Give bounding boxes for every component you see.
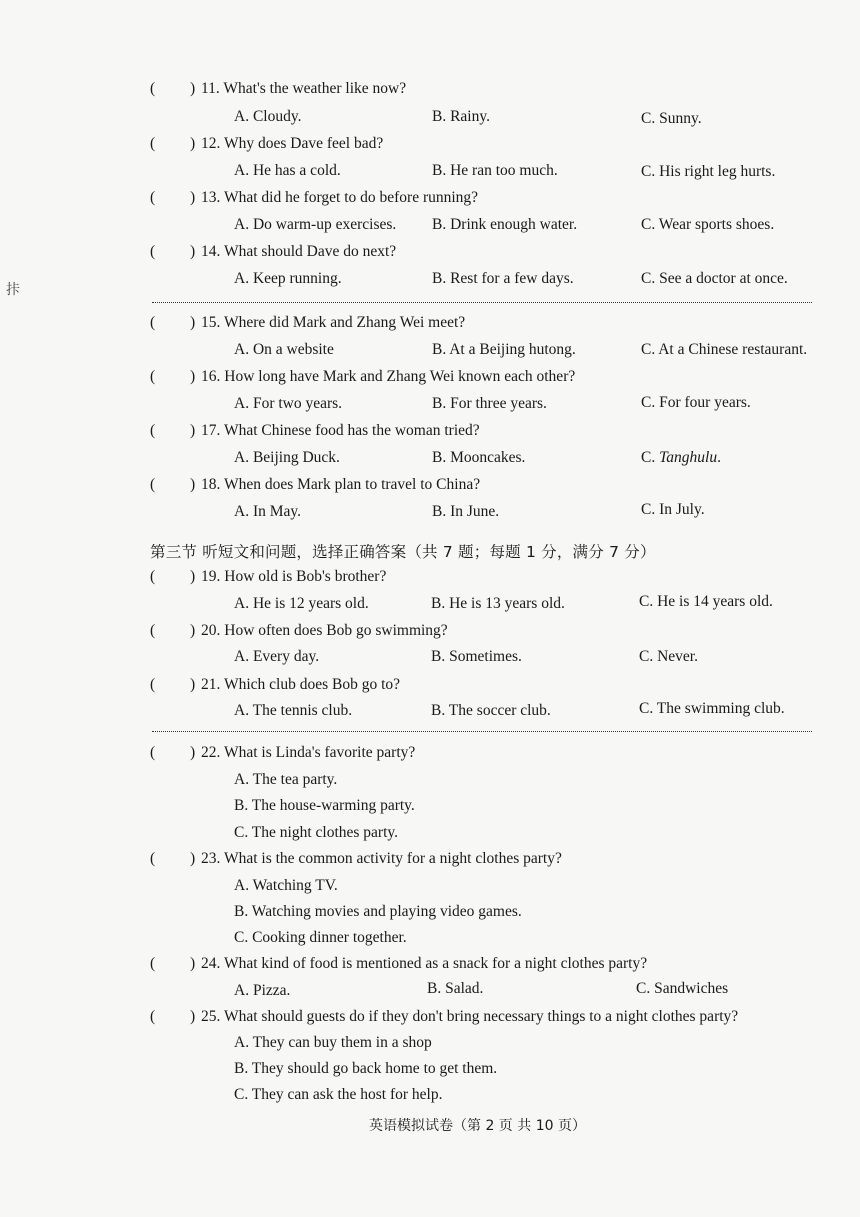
option-18-c: C. In July.: [641, 501, 705, 518]
answer-paren-open: (: [150, 80, 156, 97]
answer-paren-open: (: [150, 243, 156, 260]
option-25-b: B. They should go back home to get them.: [234, 1060, 498, 1077]
question-19: 19. How old is Bob's brother?: [201, 568, 387, 585]
answer-paren-close: ): [190, 622, 196, 639]
option-16-c: C. For four years.: [641, 394, 751, 411]
answer-paren-close: ): [190, 314, 196, 331]
option-24-a: A. Pizza.: [234, 982, 291, 999]
answer-paren-open: (: [150, 189, 156, 206]
answer-paren-open: (: [150, 135, 156, 152]
answer-paren-open: (: [150, 955, 156, 972]
option-21-a: A. The tennis club.: [234, 702, 353, 719]
dotted-separator: [152, 731, 812, 732]
option-23-a: A. Watching TV.: [234, 877, 338, 894]
answer-paren-close: ): [190, 850, 196, 867]
option-16-b: B. For three years.: [432, 395, 547, 412]
option-19-b: B. He is 13 years old.: [431, 595, 565, 612]
question-25: 25. What should guests do if they don't bring necessary things to a night clothes party?: [201, 1008, 739, 1025]
answer-paren-open: (: [150, 476, 156, 493]
answer-paren-close: ): [190, 676, 196, 693]
option-20-b: B. Sometimes.: [431, 648, 522, 665]
answer-paren-open: (: [150, 744, 156, 761]
dotted-separator: [152, 302, 812, 303]
question-20: 20. How often does Bob go swimming?: [201, 622, 448, 639]
answer-paren-close: ): [190, 80, 196, 97]
option-17-c: [641, 449, 721, 467]
option-19-c: C. He is 14 years old.: [639, 593, 773, 610]
answer-paren-open: (: [150, 568, 156, 585]
option-17-a: A. Beijing Duck.: [234, 449, 340, 466]
question-13: 13. What did he forget to do before running?: [201, 189, 479, 206]
option-12-a: A. He has a cold.: [234, 162, 341, 179]
question-24: 24. What kind of food is mentioned as a snack for a night clothes party?: [201, 955, 648, 972]
answer-paren-open: (: [150, 676, 156, 693]
answer-paren-open: (: [150, 850, 156, 867]
answer-paren-open: (: [150, 422, 156, 439]
option-13-c: C. Wear sports shoes.: [641, 216, 775, 233]
option-22-c: C. The night clothes party.: [234, 824, 399, 841]
page-footer: 英语模拟试卷（第 2 页 共 10 页）: [369, 1118, 586, 1134]
answer-paren-close: ): [190, 1008, 196, 1025]
option-17-b: B. Mooncakes.: [432, 449, 526, 466]
option-14-b: B. Rest for a few days.: [432, 270, 574, 287]
answer-paren-close: ): [190, 568, 196, 585]
answer-paren-close: ): [190, 368, 196, 385]
answer-paren-close: ): [190, 744, 196, 761]
option-20-c: C. Never.: [639, 648, 698, 665]
option-19-a: A. He is 12 years old.: [234, 595, 369, 612]
question-12: 12. Why does Dave feel bad?: [201, 135, 384, 152]
margin-mark: 拤: [6, 282, 20, 298]
option-11-a: A. Cloudy.: [234, 108, 302, 125]
option-15-b: B. At a Beijing hutong.: [432, 341, 576, 358]
answer-paren-open: (: [150, 368, 156, 385]
option-13-a: A. Do warm-up exercises.: [234, 216, 397, 233]
option-21-b: B. The soccer club.: [431, 702, 551, 719]
answer-paren-close: ): [190, 135, 196, 152]
option-12-b: B. He ran too much.: [432, 162, 558, 179]
answer-paren-close: ): [190, 955, 196, 972]
answer-paren-close: ): [190, 243, 196, 260]
option-15-c: C. At a Chinese restaurant.: [641, 341, 808, 358]
option-15-a: A. On a website: [234, 341, 334, 358]
option-13-b: B. Drink enough water.: [432, 216, 578, 233]
option-25-c: C. They can ask the host for help.: [234, 1086, 443, 1103]
option-17-c-text: C. Tanghulu.: [641, 449, 721, 466]
answer-paren-open: (: [150, 1008, 156, 1025]
question-22: 22. What is Linda's favorite party?: [201, 744, 416, 761]
option-24-b: B. Salad.: [427, 980, 484, 997]
answer-paren-close: ): [190, 189, 196, 206]
option-21-c: C. The swimming club.: [639, 700, 785, 717]
option-11-b: B. Rainy.: [432, 108, 490, 125]
section-heading: 第三节 听短文和问题，选择正确答案（共 7 题；每题 1 分，满分 7 分）: [150, 543, 656, 561]
option-20-a: A. Every day.: [234, 648, 320, 665]
option-11-c: C. Sunny.: [641, 110, 702, 127]
option-16-a: A. For two years.: [234, 395, 343, 412]
question-15: 15. Where did Mark and Zhang Wei meet?: [201, 314, 466, 331]
option-25-a: A. They can buy them in a shop: [234, 1034, 432, 1051]
option-22-b: B. The house-warming party.: [234, 797, 415, 814]
option-14-c: C. See a doctor at once.: [641, 270, 788, 287]
answer-paren-close: ): [190, 422, 196, 439]
question-16: 16. How long have Mark and Zhang Wei known each other?: [201, 368, 576, 385]
question-14: 14. What should Dave do next?: [201, 243, 397, 260]
option-18-b: B. In June.: [432, 503, 500, 520]
option-23-c: C. Cooking dinner together.: [234, 929, 407, 946]
option-18-a: A. In May.: [234, 503, 302, 520]
question-21: 21. Which club does Bob go to?: [201, 676, 401, 693]
option-24-c: C. Sandwiches: [636, 980, 729, 997]
question-23: 23. What is the common activity for a night clothes party?: [201, 850, 562, 867]
option-14-a: A. Keep running.: [234, 270, 342, 287]
option-12-c: C. His right leg hurts.: [641, 163, 776, 180]
question-17: 17. What Chinese food has the woman tried?: [201, 422, 480, 439]
option-23-b: B. Watching movies and playing video games.: [234, 903, 522, 920]
option-22-a: A. The tea party.: [234, 771, 338, 788]
question-11: 11. What's the weather like now?: [201, 80, 407, 97]
question-18: 18. When does Mark plan to travel to China?: [201, 476, 481, 493]
answer-paren-open: (: [150, 314, 156, 331]
answer-paren-open: (: [150, 622, 156, 639]
answer-paren-close: ): [190, 476, 196, 493]
